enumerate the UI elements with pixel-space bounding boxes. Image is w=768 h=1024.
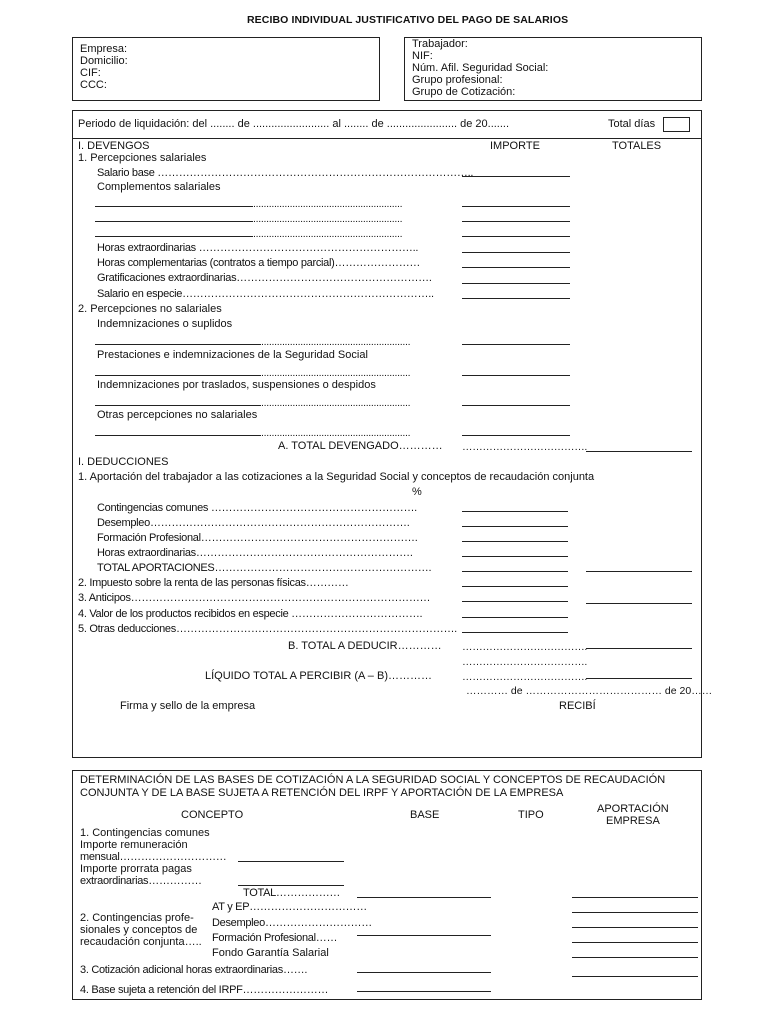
traslados-label: Indemnizaciones por traslados, suspensiones o despidos	[97, 379, 376, 391]
prorrata-pagas-label: Importe prorrata pagas	[80, 863, 192, 875]
horas-complementarias-line[interactable]	[462, 267, 570, 268]
anticipos-line[interactable]	[462, 601, 568, 602]
complemento-value-line[interactable]	[462, 206, 570, 207]
productos-especie-label: 4. Valor de los productos recibidos en especie ……………………………….	[78, 608, 423, 620]
domicilio-label: Domicilio:	[80, 55, 128, 67]
desempleo-line[interactable]	[462, 526, 568, 527]
horas-extra-cotizacion-base-line[interactable]	[357, 972, 491, 973]
irpf-line[interactable]	[462, 586, 568, 587]
contingencias-profesionales-2: sionales y conceptos de	[80, 924, 198, 936]
total-cc-aportacion-line[interactable]	[572, 897, 698, 898]
num-afil-label: Núm. Afil. Seguridad Social:	[412, 62, 549, 74]
base-col-header: BASE	[410, 809, 440, 821]
contingencias-profesionales-base-line[interactable]	[357, 935, 491, 936]
desempleo-base-label: Desempleo…………………………	[212, 917, 372, 929]
total-dias-label: Total días	[608, 118, 656, 130]
total-devengado-dots: ……………………………….	[462, 441, 588, 453]
formacion-base-line[interactable]	[572, 942, 698, 943]
total-cc-base-line[interactable]	[357, 897, 491, 898]
irpf-label: 2. Impuesto sobre la renta de las personas físicas…………	[78, 577, 349, 589]
gratificaciones-line[interactable]	[462, 283, 570, 284]
complemento-dots: .........................................................	[253, 198, 403, 210]
prestaciones-label: Prestaciones e indemnizaciones de la Seguridad Social	[97, 349, 368, 361]
deducciones-heading: I. DEDUCCIONES	[78, 456, 169, 468]
empresa-label: Empresa:	[80, 43, 128, 55]
grupo-profesional-label: Grupo profesional:	[412, 74, 503, 86]
periodo-divider	[72, 138, 702, 139]
aportacion-col-header: APORTACIÓN	[597, 803, 669, 815]
complemento-name-line[interactable]	[95, 206, 253, 207]
complemento-name-line[interactable]	[95, 221, 253, 222]
page-title: RECIBO INDIVIDUAL JUSTIFICATIVO DEL PAGO DE SALARIOS	[247, 14, 569, 26]
indemnizaciones-dots: .........................................................	[261, 336, 411, 348]
traslados-dots: .........................................................	[261, 397, 411, 409]
importe-remuneracion-line[interactable]	[238, 861, 344, 862]
contingencias-comunes-concepto: 1. Contingencias comunes	[80, 827, 210, 839]
formacion-profesional-label: Formación Profesional…………………………………………………….	[97, 532, 418, 544]
salario-base-label: Salario base ……………………………………………………………………………..	[97, 167, 474, 179]
total-devengado-label: A. TOTAL DEVENGADO…………	[278, 440, 443, 452]
liquido-dots: ……………………………….	[462, 671, 588, 683]
anticipos-total-line[interactable]	[586, 603, 692, 604]
contingencias-profesionales-1: 2. Contingencias profe-	[80, 912, 194, 924]
contingencias-profesionales-3: recaudación conjunta…..	[80, 936, 202, 948]
indemnizaciones-value-line[interactable]	[462, 344, 570, 345]
trabajador-label: Trabajador:	[412, 38, 468, 50]
total-cc-label: TOTAL………………	[243, 887, 341, 899]
prestaciones-value-line[interactable]	[462, 375, 570, 376]
total-dias-field[interactable]	[663, 117, 690, 132]
productos-especie-line[interactable]	[462, 617, 568, 618]
importe-col-header: IMPORTE	[490, 140, 540, 152]
horas-extra-line[interactable]	[462, 252, 570, 253]
total-devengado-line[interactable]	[586, 451, 692, 452]
desempleo-base-line[interactable]	[572, 927, 698, 928]
complementos-label: Complementos salariales	[97, 181, 221, 193]
otras-percepciones-dots: .........................................................	[261, 427, 411, 439]
liquido-total-line[interactable]	[586, 678, 692, 679]
prorrata-pagas-dots: extraordinarias……………	[80, 875, 202, 887]
contingencias-comunes-label: Contingencias comunes ………………………………………………….	[97, 502, 417, 514]
fogasa-line[interactable]	[572, 957, 698, 958]
recibi-label: RECIBÍ	[559, 700, 596, 712]
otras-deducciones-label: 5. Otras deducciones…………………………………………………………………….	[78, 623, 457, 635]
bases-heading-1: DETERMINACIÓN DE LAS BASES DE COTIZACIÓN A LA SEGURIDAD SOCIAL Y CONCEPTOS DE RECAUDACIÓN	[80, 774, 666, 786]
firma-empresa-label: Firma y sello de la empresa	[120, 700, 256, 712]
bases-heading-2: CONJUNTA Y DE LA BASE SUJETA A RETENCIÓN DEL IRPF Y APORTACIÓN DE LA EMPRESA	[80, 787, 564, 799]
importe-remuneracion-label: Importe remuneración	[80, 839, 188, 851]
contingencias-comunes-line[interactable]	[462, 511, 568, 512]
formacion-profesional-line[interactable]	[462, 541, 568, 542]
empresa-col-header: EMPRESA	[606, 815, 660, 827]
totales-col-header: TOTALES	[612, 140, 662, 152]
percepciones-no-salariales: 2. Percepciones no salariales	[78, 303, 222, 315]
total-aportaciones-line[interactable]	[462, 571, 568, 572]
percepciones-salariales: 1. Percepciones salariales	[78, 152, 207, 164]
complemento-value-line[interactable]	[462, 221, 570, 222]
tipo-col-header: TIPO	[518, 809, 544, 821]
salario-base-line[interactable]	[462, 176, 570, 177]
indemnizaciones-label: Indemnizaciones o suplidos	[97, 318, 233, 330]
horas-extra-cotizacion-aportacion-line[interactable]	[572, 976, 698, 977]
base-irpf-line[interactable]	[357, 991, 491, 992]
devengos-heading: I. DEVENGOS	[78, 140, 150, 152]
otras-percepciones-name-line[interactable]	[95, 435, 261, 436]
anticipos-label: 3. Anticipos…………………………………………………………………………	[78, 592, 431, 604]
horas-extra-label: Horas extraordinarias ……………………………………………………..	[97, 242, 419, 254]
complemento-value-line[interactable]	[462, 236, 570, 237]
complemento-name-line[interactable]	[95, 236, 253, 237]
periodo-label: Periodo de liquidación: del ........ de ......................... al ........ de ....................... de 20.......	[78, 118, 510, 130]
nif-label: NIF:	[412, 50, 433, 62]
liquido-total-label: LÍQUIDO TOTAL A PERCIBIR (A – B)…………	[205, 670, 432, 682]
at-ep-line[interactable]	[572, 912, 698, 913]
prorrata-pagas-line[interactable]	[238, 885, 344, 886]
cif-label: CIF:	[80, 67, 101, 79]
prestaciones-name-line[interactable]	[95, 375, 261, 376]
otras-percepciones-value-line[interactable]	[462, 435, 570, 436]
complemento-dots: .........................................................	[253, 228, 403, 240]
at-ep-label: AT y EP……………………………	[212, 901, 367, 913]
ccc-label: CCC:	[80, 79, 107, 91]
grupo-cotizacion-label: Grupo de Cotización:	[412, 86, 516, 98]
importe-remuneracion-dots: mensual…………………………	[80, 851, 227, 863]
horas-complementarias-label: Horas complementarias (contratos a tiempo parcial)……………………	[97, 257, 421, 269]
otras-deducciones-line[interactable]	[462, 632, 568, 633]
traslados-name-line[interactable]	[95, 405, 261, 406]
total-deducir-dots: ……………………………….	[462, 641, 588, 653]
base-irpf-label: 4. Base sujeta a retención del IRPF……………………	[80, 984, 329, 996]
horas-extra-ded-line[interactable]	[462, 556, 568, 557]
horas-extra-ded-label: Horas extraordinarias…………………………………………………….	[97, 547, 413, 559]
porcentaje-label: %	[412, 486, 422, 498]
total-deducir-line[interactable]	[586, 648, 692, 649]
indemnizaciones-name-line[interactable]	[95, 344, 261, 345]
complemento-dots: .........................................................	[253, 213, 403, 225]
desempleo-label: Desempleo……………………………………………………………….	[97, 517, 410, 529]
aportacion-trabajador-label: 1. Aportación del trabajador a las cotizaciones a la Seguridad Social y conceptos de recaudación conjunta	[78, 471, 595, 483]
formacion-base-label: Formación Profesional……	[212, 932, 338, 944]
salario-especie-label: Salario en especie……………………………………………………………..	[97, 288, 434, 300]
traslados-value-line[interactable]	[462, 405, 570, 406]
concepto-col-header: CONCEPTO	[181, 809, 244, 821]
prestaciones-dots: .........................................................	[261, 367, 411, 379]
fogasa-label: Fondo Garantía Salarial	[212, 947, 329, 959]
total-aportaciones-total-line[interactable]	[586, 571, 692, 572]
liquido-dots-upper: ……………………………….	[462, 656, 588, 668]
total-aportaciones-label: TOTAL APORTACIONES…………………………………………………….	[97, 562, 432, 574]
salario-especie-line[interactable]	[462, 298, 570, 299]
horas-extra-cotizacion-label: 3. Cotización adicional horas extraordinarias…….	[80, 964, 308, 976]
gratificaciones-label: Gratificaciones extraordinarias……………………………………………….	[97, 272, 432, 284]
otras-percepciones-label: Otras percepciones no salariales	[97, 409, 258, 421]
fecha-line[interactable]: ………… de ………………………………… de 20……	[466, 685, 713, 697]
total-deducir-label: B. TOTAL A DEDUCIR…………	[288, 640, 442, 652]
